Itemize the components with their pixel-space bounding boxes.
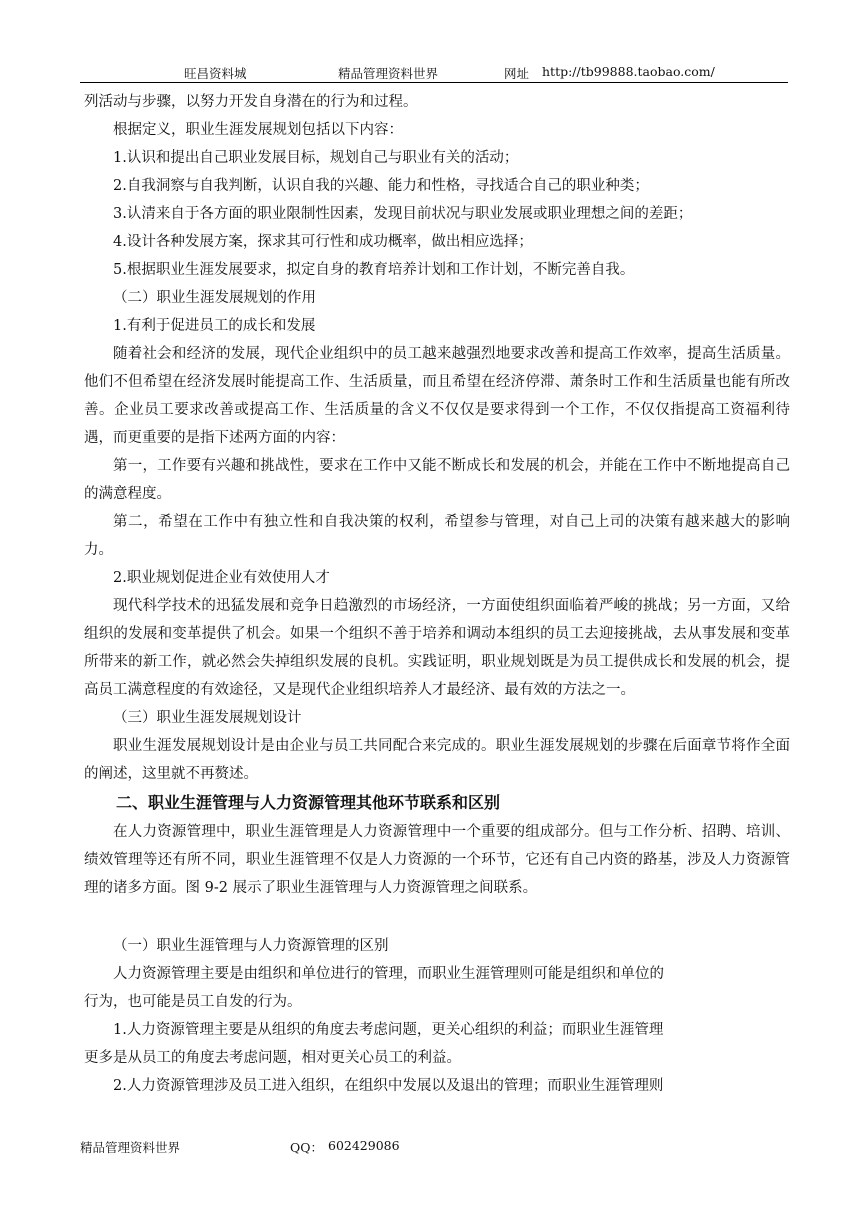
paragraph-line: 行为，也可能是员工自发的行为。: [84, 994, 302, 1010]
list-item: 4.设计各种发展方案，探求其可行性和成功概率，做出相应选择；: [113, 234, 533, 250]
subsection-title: （二）职业生涯发展规划的作用: [113, 290, 316, 306]
paragraph: 第一，工作要有兴趣和挑战性，要求在工作中又能不断成长和发展的机会，并能在工作中不断地提高自己的满意程度。: [84, 458, 790, 502]
header-url: http://tb99888.taobao.com/: [542, 64, 715, 79]
header-world-name: 精品管理资料世界: [338, 66, 439, 81]
subsection-title: （三）职业生涯发展规划设计: [113, 710, 302, 726]
footer-world-name: 精品管理资料世界: [80, 1140, 181, 1155]
subsection-title: （一）职业生涯管理与人力资源管理的区别: [113, 938, 389, 954]
paragraph: 根据定义，职业生涯发展规划包括以下内容：: [113, 122, 403, 138]
footer-qq-number: 602429086: [328, 1138, 400, 1153]
paragraph: 随着社会和经济的发展，现代企业组织中的员工越来越强烈地要求改善和提高工作效率，提高生活质量。他们不但希望在经济发展时能提高工作、生活质量，而且希望在经济停滞、萧条时工作和生活质量也能有所改善。企业员工要求改善或提高工作、生活质量的含义不仅仅是要求得到一个工作，不仅仅指提高工资福利待遇，而更重要的是指下述两方面的内容：: [84, 346, 790, 446]
list-item: 3.认清来自于各方面的职业限制性因素，发现目前状况与职业发展或职业理想之间的差距；: [113, 206, 693, 222]
paragraph: 第二，希望在工作中有独立性和自我决策的权利，希望参与管理，对自己上司的决策有越来越大的影响力。: [84, 514, 790, 558]
paragraph: 在人力资源管理中，职业生涯管理是人力资源管理中一个重要的组成部分。但与工作分析、招聘、培训、绩效管理等还有所不同，职业生涯管理不仅是人力资源的一个环节，它还有自己内资的路基，涉及人力资源管理的诸多方面。图 9-2 展示了职业生涯管理与人力资源管理之间联系。: [84, 824, 790, 896]
paragraph: 现代科学技术的迅猛发展和竞争日趋激烈的市场经济，一方面使组织面临着严峻的挑战；另一方面，又给组织的发展和变革提供了机会。如果一个组织不善于培养和调动本组织的员工去迎接挑战，去从事发展和变革所带来的新工作，就必然会失掉组织发展的良机。实践证明，职业规划既是为员工提供成长和发展的机会，提高员工满意程度的有效途径，又是现代企业组织培养人才最经济、最有效的方法之一。: [84, 598, 790, 698]
list-item: 2.自我洞察与自我判断，认识自我的兴趣、能力和性格，寻找适合自己的职业种类；: [113, 178, 649, 194]
header-url-label: 网址: [504, 66, 530, 81]
blank-space: [84, 902, 790, 932]
paragraph-line: 2.人力资源管理涉及员工进入组织，在组织中发展以及退出的管理；而职业生涯管理则: [113, 1078, 664, 1094]
header-shop-name: 旺昌资料城: [184, 66, 247, 81]
document-body: [84, 88, 790, 1100]
paragraph-line: 1.人力资源管理主要是从组织的角度去考虑问题，更关心组织的利益；而职业生涯管理: [113, 1022, 664, 1038]
subsection-item: 1.有利于促进员工的成长和发展: [113, 318, 316, 334]
list-item: 5.根据职业生涯发展要求，拟定自身的教育培养计划和工作计划，不断完善自我。: [113, 262, 635, 278]
paragraph-line: 人力资源管理主要是由组织和单位进行的管理，而职业生涯管理则可能是组织和单位的: [113, 966, 664, 982]
section-heading: 二、职业生涯管理与人力资源管理其他环节联系和区别: [116, 793, 501, 812]
footer-qq-label: QQ：: [290, 1140, 323, 1155]
page-header: [80, 62, 788, 83]
paragraph-line: 更多是从员工的角度去考虑问题，相对更关心员工的利益。: [84, 1050, 461, 1066]
paragraph: 列活动与步骤，以努力开发自身潜在的行为和过程。: [84, 94, 418, 110]
list-item: 1.认识和提出自己职业发展目标，规划自己与职业有关的活动；: [113, 150, 519, 166]
paragraph: 职业生涯发展规划设计是由企业与员工共同配合来完成的。职业生涯发展规划的步骤在后面章节将作全面的阐述，这里就不再赘述。: [84, 738, 790, 782]
subsection-item: 2.职业规划促进企业有效使用人才: [113, 570, 330, 586]
